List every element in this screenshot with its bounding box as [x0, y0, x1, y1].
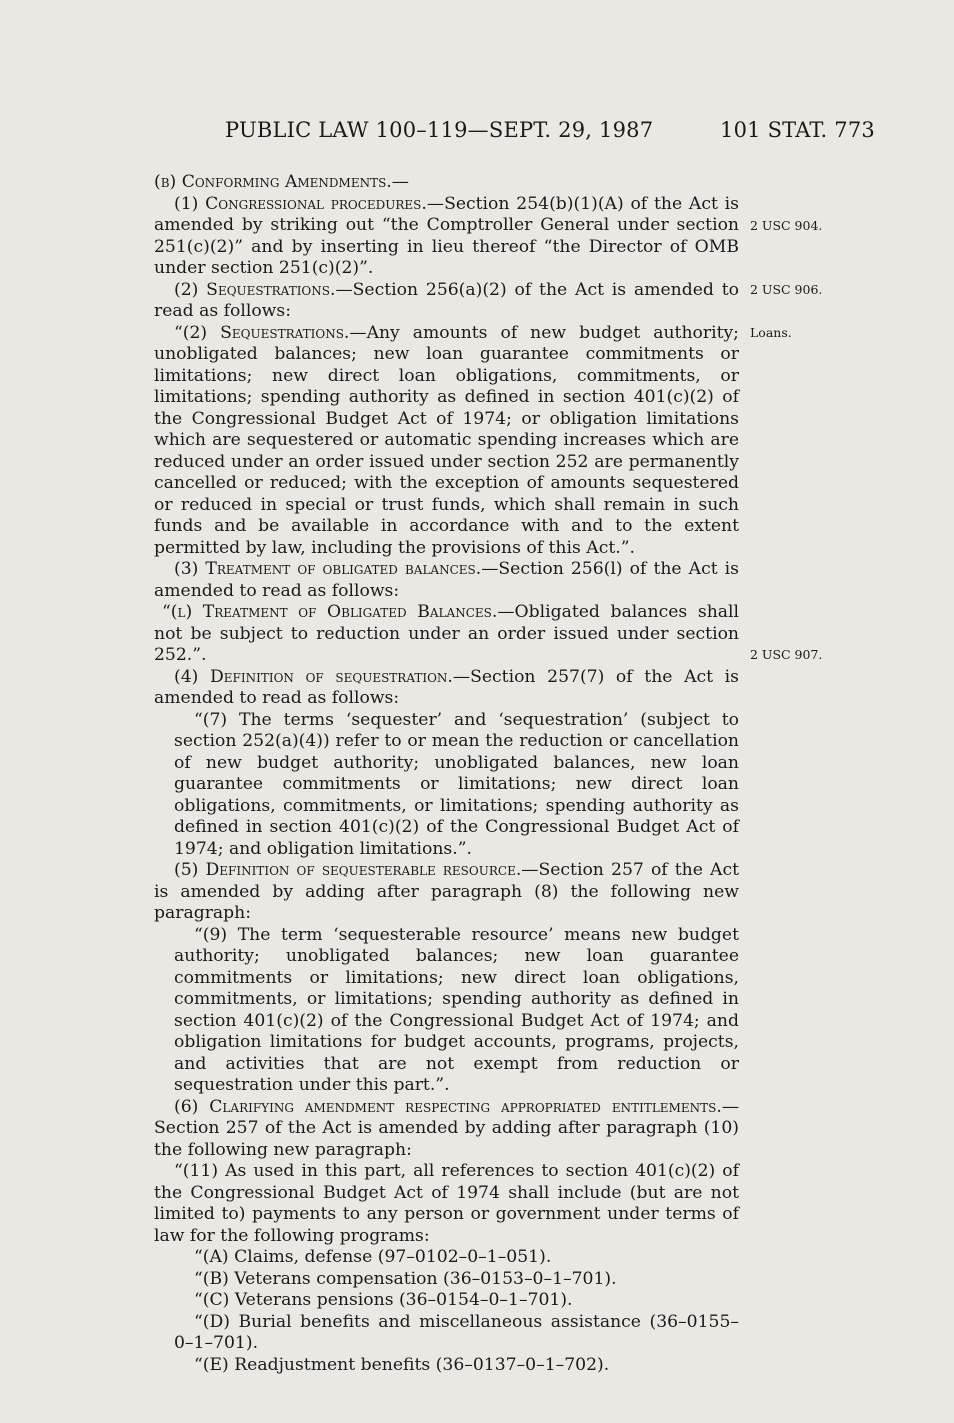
paragraph-6-heading: (6) Clarifying amendment respecting appropriated entitlements.: [174, 1096, 722, 1117]
margin-note-usc-907: 2 USC 907.: [750, 647, 823, 662]
paragraph-5: [154, 860, 739, 925]
stat-citation: 101 STAT. 773: [720, 118, 875, 142]
paragraph-2-quoted-text: —Any amounts of new budget authority; unobligated balances; new loan guarantee commitments or limitations; new direct loan obligations, commitments, or limitations; spending authority as defined in section 401(c)(2) of the Congressional Budget Act of 1974; or obligation limitations which are sequestered or automatic spending increases which are reduced under an order issued under section 252 are permanently cancelled or reduced; with the exception of amounts sequestered or reduced in special or trust funds, which shall remain in such funds and be available in accordance with and to the extent permitted by law, including the provisions of this Act.”.: [154, 322, 739, 558]
paragraph-5-heading: (5) Definition of sequesterable resource.: [174, 860, 522, 880]
margin-note-loans: Loans.: [750, 325, 792, 340]
paragraph-3-text: —Section 256(l) of the Act is amended to read as follows:: [154, 559, 739, 601]
paragraph-1: [154, 194, 739, 280]
paragraph-5-quoted: “(9) The term ‘sequesterable resource’ means new budget authority; unobligated balances; new loan guarantee commitments or limitations; new direct loan obligations, commitments, or limitations; spending authority as defined in section 401(c)(2) of the Congressional Budget Act of 1974; and obligation limitations for budget accounts, programs, projects, and activities that are not exempt from reduction or sequestration under this part.”.: [174, 924, 739, 1095]
paragraph-2-quoted-heading: “(2) Sequestrations.: [174, 322, 350, 343]
list-item-c: “(C) Veterans pensions (36–0154–0–1–701).: [194, 1290, 573, 1310]
paragraph-4-heading: (4) Definition of sequestration.: [174, 666, 453, 687]
margin-note-usc-904: 2 USC 904.: [750, 218, 823, 233]
list-item-d: “(D) Burial benefits and miscellaneous assistance (36–0155–0–1–701).: [174, 1311, 739, 1353]
paragraph-4: [154, 667, 739, 710]
list-item-b: “(B) Veterans compensation (36–0153–0–1–701).: [194, 1268, 617, 1289]
subsection-b-heading: (b) Conforming Amendments.—: [154, 172, 409, 192]
margin-note-usc-906: 2 USC 906.: [750, 282, 823, 297]
paragraph-2: [154, 280, 739, 323]
paragraph-6-text: —Section 257 of the Act is amended by adding after paragraph (10) the following new paragraph:: [154, 1096, 739, 1160]
running-title: PUBLIC LAW 100–119—SEPT. 29, 1987: [225, 118, 654, 142]
paragraph-5-text: —Section 257 of the Act is amended by adding after paragraph (8) the following new paragraph:: [154, 860, 740, 923]
paragraph-3-heading: (3) Treatment of obligated balances.: [174, 559, 482, 579]
page-header: [225, 118, 875, 142]
list-item-a: “(A) Claims, defense (97–0102–0–1–051).: [194, 1247, 552, 1267]
paragraph-4-quoted: “(7) The terms ‘sequester’ and ‘sequestration’ (subject to section 252(a)(4)) refer to or mean the reduction or cancellation of new budget authority; unobligated balances, new loan guarantee commitments or limitations; new direct loan obligations, commitments, or limitations; spending authority as defined in section 401(c)(2) of the Congressional Budget Act of 1974; and obligation limitations.”.: [174, 709, 739, 859]
paragraph-2-text: —Section 256(a)(2) of the Act is amended to read as follows:: [154, 279, 739, 321]
paragraph-3-quoted-heading: “(l) Treatment of Obligated Balances.: [162, 602, 498, 622]
paragraph-6: [154, 1097, 739, 1162]
paragraph-2-quoted: [154, 323, 739, 560]
list-item-e: “(E) Readjustment benefits (36–0137–0–1–702).: [194, 1354, 610, 1375]
body-text: [154, 172, 739, 1376]
paragraph-3-quoted: [154, 602, 739, 667]
paragraph-1-text: —Section 254(b)(1)(A) of the Act is amended by striking out “the Comptroller General under section 251(c)(2)” and by inserting in lieu thereof “the Director of OMB under section 251(c)(2)”.: [154, 193, 739, 278]
paragraph-2-heading: (2) Sequestrations.: [174, 279, 336, 300]
paragraph-6-quoted: “(11) As used in this part, all references to section 401(c)(2) of the Congressional Budget Act of 1974 shall include (but are not limited to) payments to any person or government under terms of law for the following programs:: [154, 1161, 739, 1246]
paragraph-3-quoted-text: —Obligated balances shall not be subject to reduction under an order issued under section 252.”.: [154, 602, 739, 665]
paragraph-1-heading: (1) Congressional procedures.: [174, 193, 427, 214]
paragraph-3: [154, 559, 739, 602]
paragraph-4-text: —Section 257(7) of the Act is amended to read as follows:: [154, 666, 740, 708]
